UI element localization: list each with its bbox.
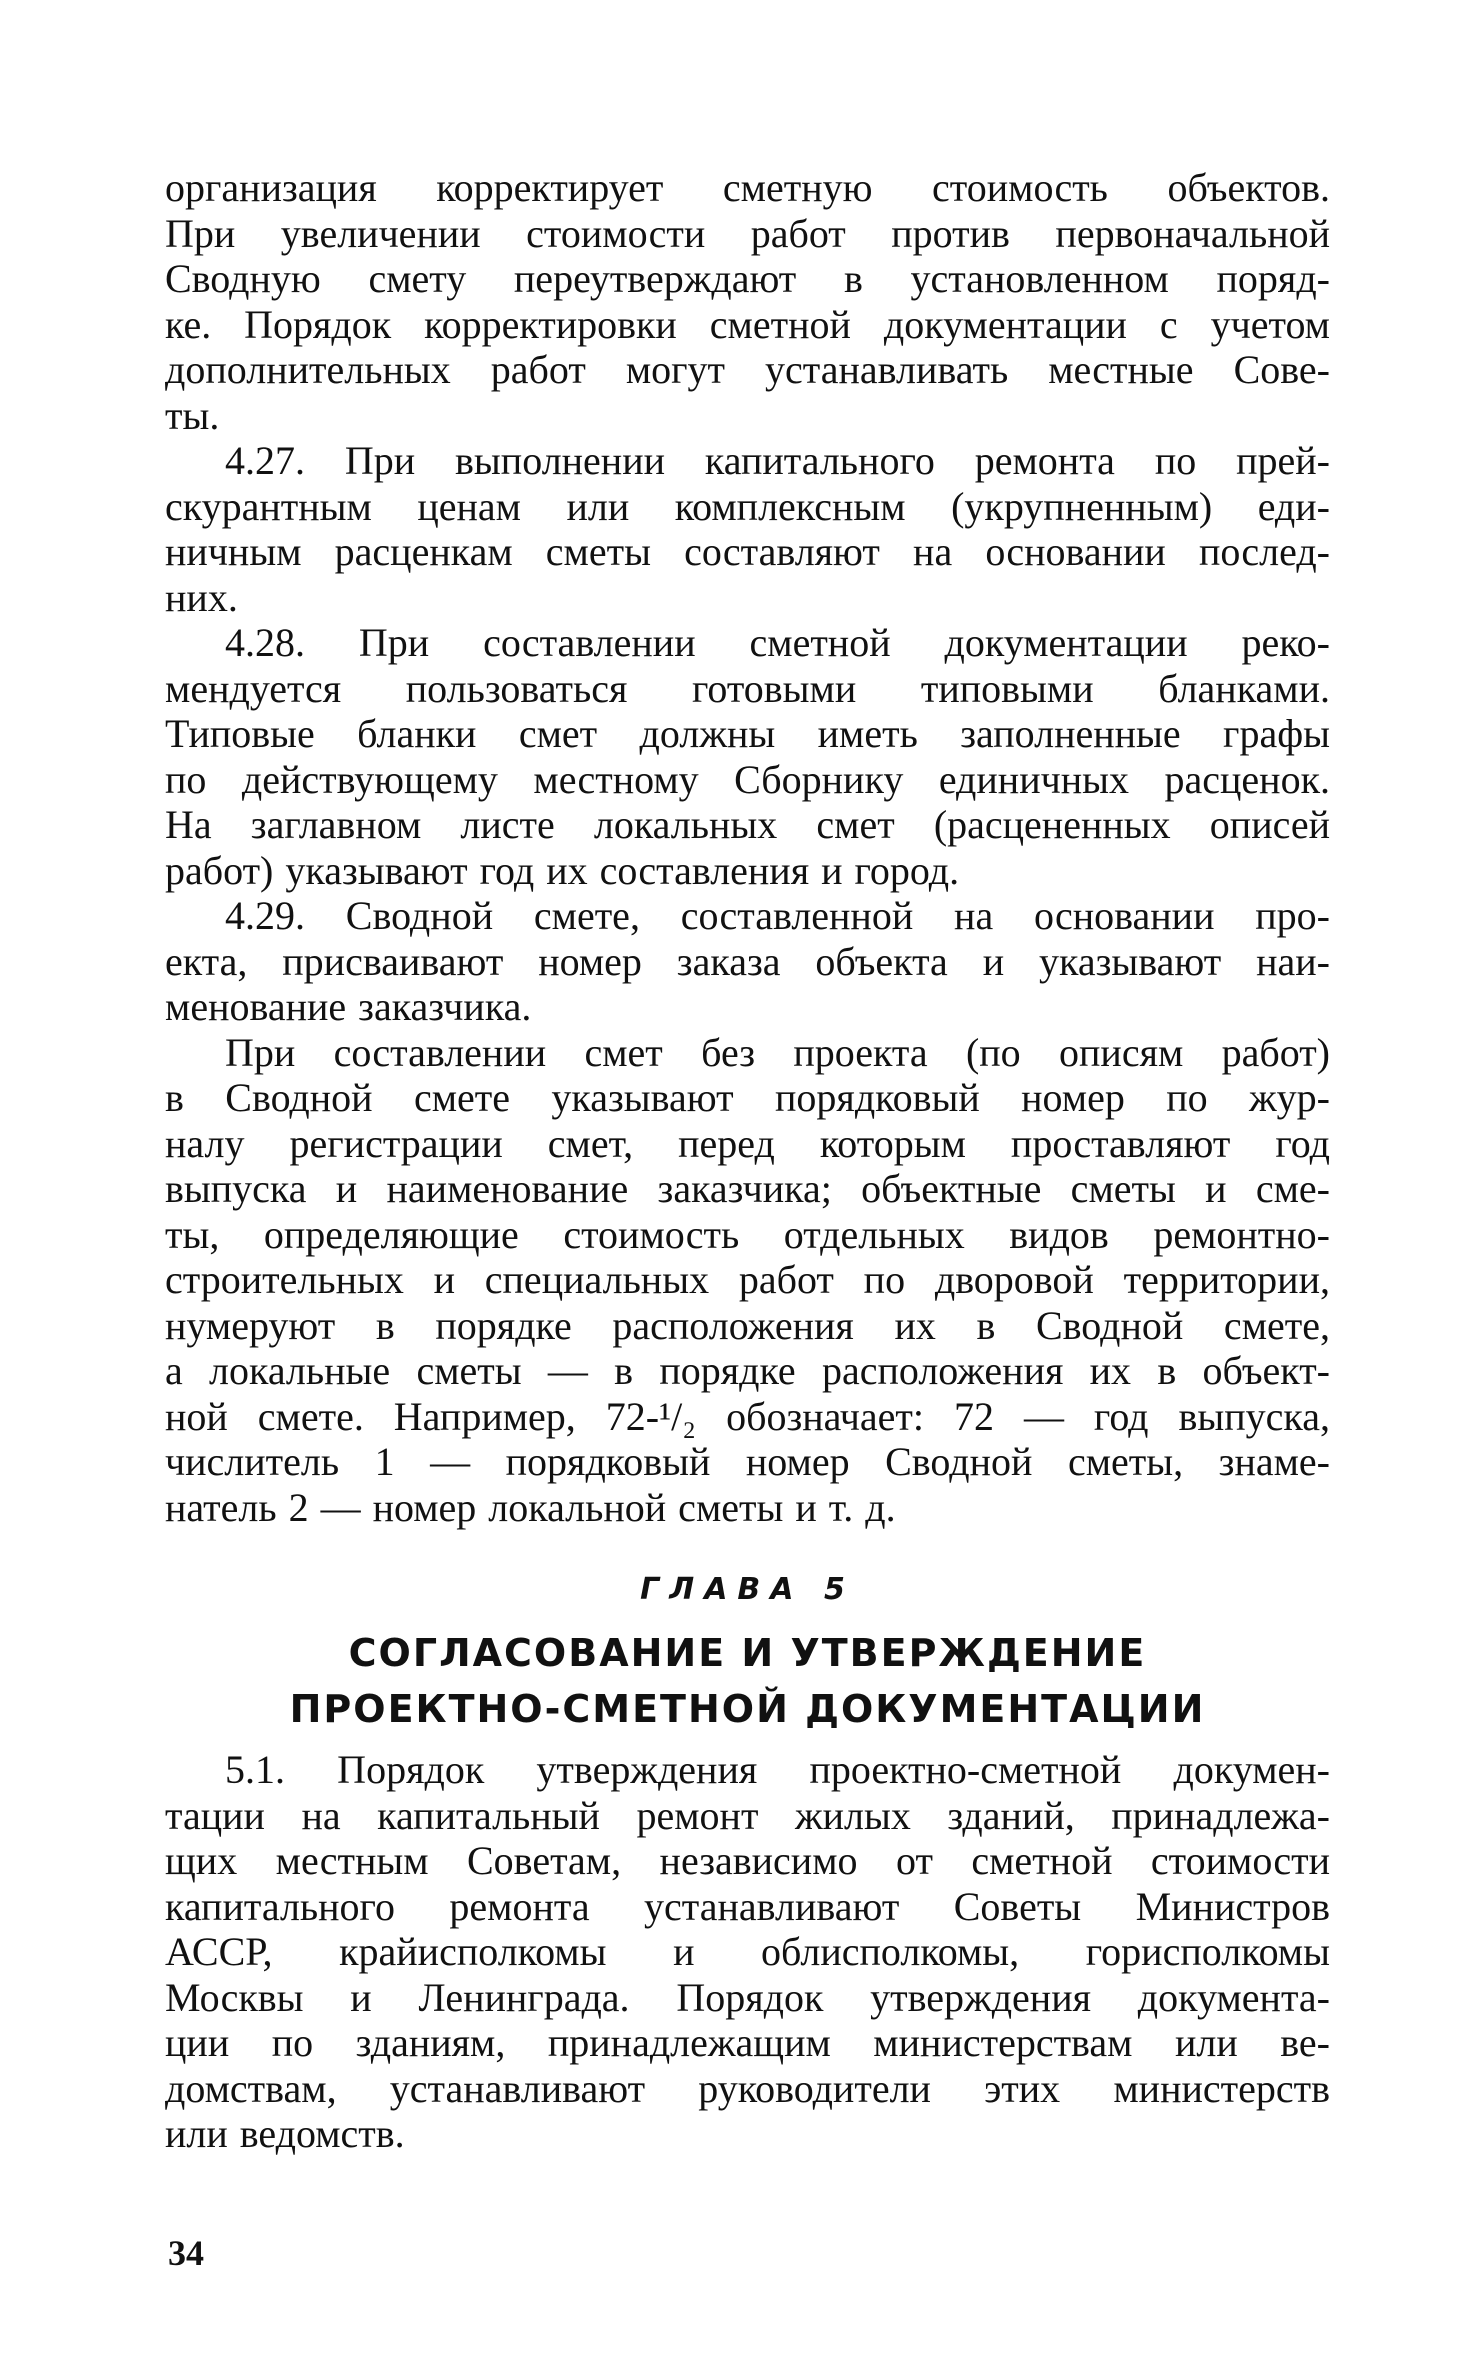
text-line: домствам, устанавливают руководители этих министерств — [165, 2065, 1330, 2111]
text-line: 4.29. Сводной смете, составленной на основании про- — [225, 893, 1330, 938]
text-line: менование заказчика. — [165, 984, 532, 1029]
text-line: числитель 1 — порядковый номер Сводной сметы, знаме- — [165, 1439, 1330, 1484]
text-line: строительных и специальных работ по дворовой территории, — [165, 1257, 1330, 1302]
text-line: ке. Порядок корректировки сметной документации с учетом — [165, 301, 1330, 347]
text-line: ной смете. Например, 72-¹/₂ обозначает: 72 — год выпуска, — [165, 1393, 1330, 1439]
paragraph-4-29 — [165, 893, 1330, 1030]
paragraph-5-1 — [165, 1747, 1330, 2157]
page-number: 34 — [168, 2233, 204, 2273]
text-line: При составлении смет без проекта (по описям работ) — [225, 1029, 1330, 1075]
text-line: в Сводной смете указывают порядковый номер по жур- — [165, 1075, 1330, 1120]
text-line: На заглавном листе локальных смет (расцененных описей — [165, 802, 1330, 847]
text-line: ничным расценкам сметы составляют на основании послед- — [165, 529, 1330, 574]
text-line: по действующему местному Сборнику единичных расценок. — [165, 756, 1330, 802]
text-line: 5.1. Порядок утверждения проектно-сметной докумен- — [225, 1747, 1330, 1792]
paragraph-4-29-continued — [165, 1030, 1330, 1531]
text-line: налу регистрации смет, перед которым проставляют год — [165, 1120, 1330, 1166]
text-line: ции по зданиям, принадлежащим министерствам или ве- — [165, 2020, 1330, 2065]
text-line: тации на капитальный ремонт жилых зданий, принадлежа- — [165, 1792, 1330, 1838]
text-line: Типовые бланки смет должны иметь заполненные графы — [165, 711, 1330, 756]
text-line: скурантным ценам или комплексным (укрупненным) еди- — [165, 483, 1330, 529]
paragraph-4-28 — [165, 620, 1330, 893]
text-line: Москвы и Ленинграда. Порядок утверждения документа- — [165, 1974, 1330, 2020]
text-line: щих местным Советам, независимо от сметной стоимости — [165, 1838, 1330, 1883]
chapter-title-line: СОГЛАСОВАНИЕ И УТВЕРЖДЕНИЕ — [348, 1631, 1147, 1675]
text-line: или ведомств. — [165, 2111, 405, 2156]
text-line: При увеличении стоимости работ против первоначальной — [165, 210, 1330, 256]
text-line: Сводную смету переутверждают в установленном поряд- — [165, 256, 1330, 301]
text-line: выпуска и наименование заказчика; объектные сметы и сме- — [165, 1166, 1330, 1211]
text-line: а локальные сметы — в порядке расположения их в объект- — [165, 1348, 1330, 1393]
page-body — [165, 165, 1330, 2157]
text-line: дополнительных работ могут устанавливать местные Сове- — [165, 347, 1330, 392]
text-line: них. — [165, 574, 238, 620]
text-line: ты. — [165, 392, 220, 438]
text-line: екта, присваивают номер заказа объекта и указывают наи- — [165, 938, 1330, 984]
text-line: 4.28. При составлении сметной документации реко- — [225, 620, 1330, 665]
text-line: АССР, крайисполкомы и облисполкомы, горисполкомы — [165, 1929, 1330, 1974]
text-line: нумеруют в порядке расположения их в Сводной смете, — [165, 1302, 1330, 1348]
text-line: мендуется пользоваться готовыми типовыми бланками. — [165, 665, 1330, 711]
text-line: натель 2 — номер локальной сметы и т. д. — [165, 1484, 896, 1530]
text-line: работ) указывают год их составления и город. — [165, 847, 960, 893]
chapter-title — [165, 1625, 1330, 1737]
chapter-title-line: ПРОЕКТНО-СМЕТНОЙ ДОКУМЕНТАЦИИ — [289, 1687, 1206, 1731]
paragraph-4-27 — [165, 438, 1330, 620]
text-line: организация корректирует сметную стоимость объектов. — [165, 165, 1330, 210]
text-line: капитального ремонта устанавливают Советы Министров — [165, 1883, 1330, 1929]
paragraph-continuation — [165, 165, 1330, 438]
chapter-label: ГЛАВА 5 — [640, 1572, 855, 1607]
text-line: ты, определяющие стоимость отдельных видов ремонтно- — [165, 1211, 1330, 1257]
text-line: 4.27. При выполнении капитального ремонта по прей- — [225, 438, 1330, 483]
